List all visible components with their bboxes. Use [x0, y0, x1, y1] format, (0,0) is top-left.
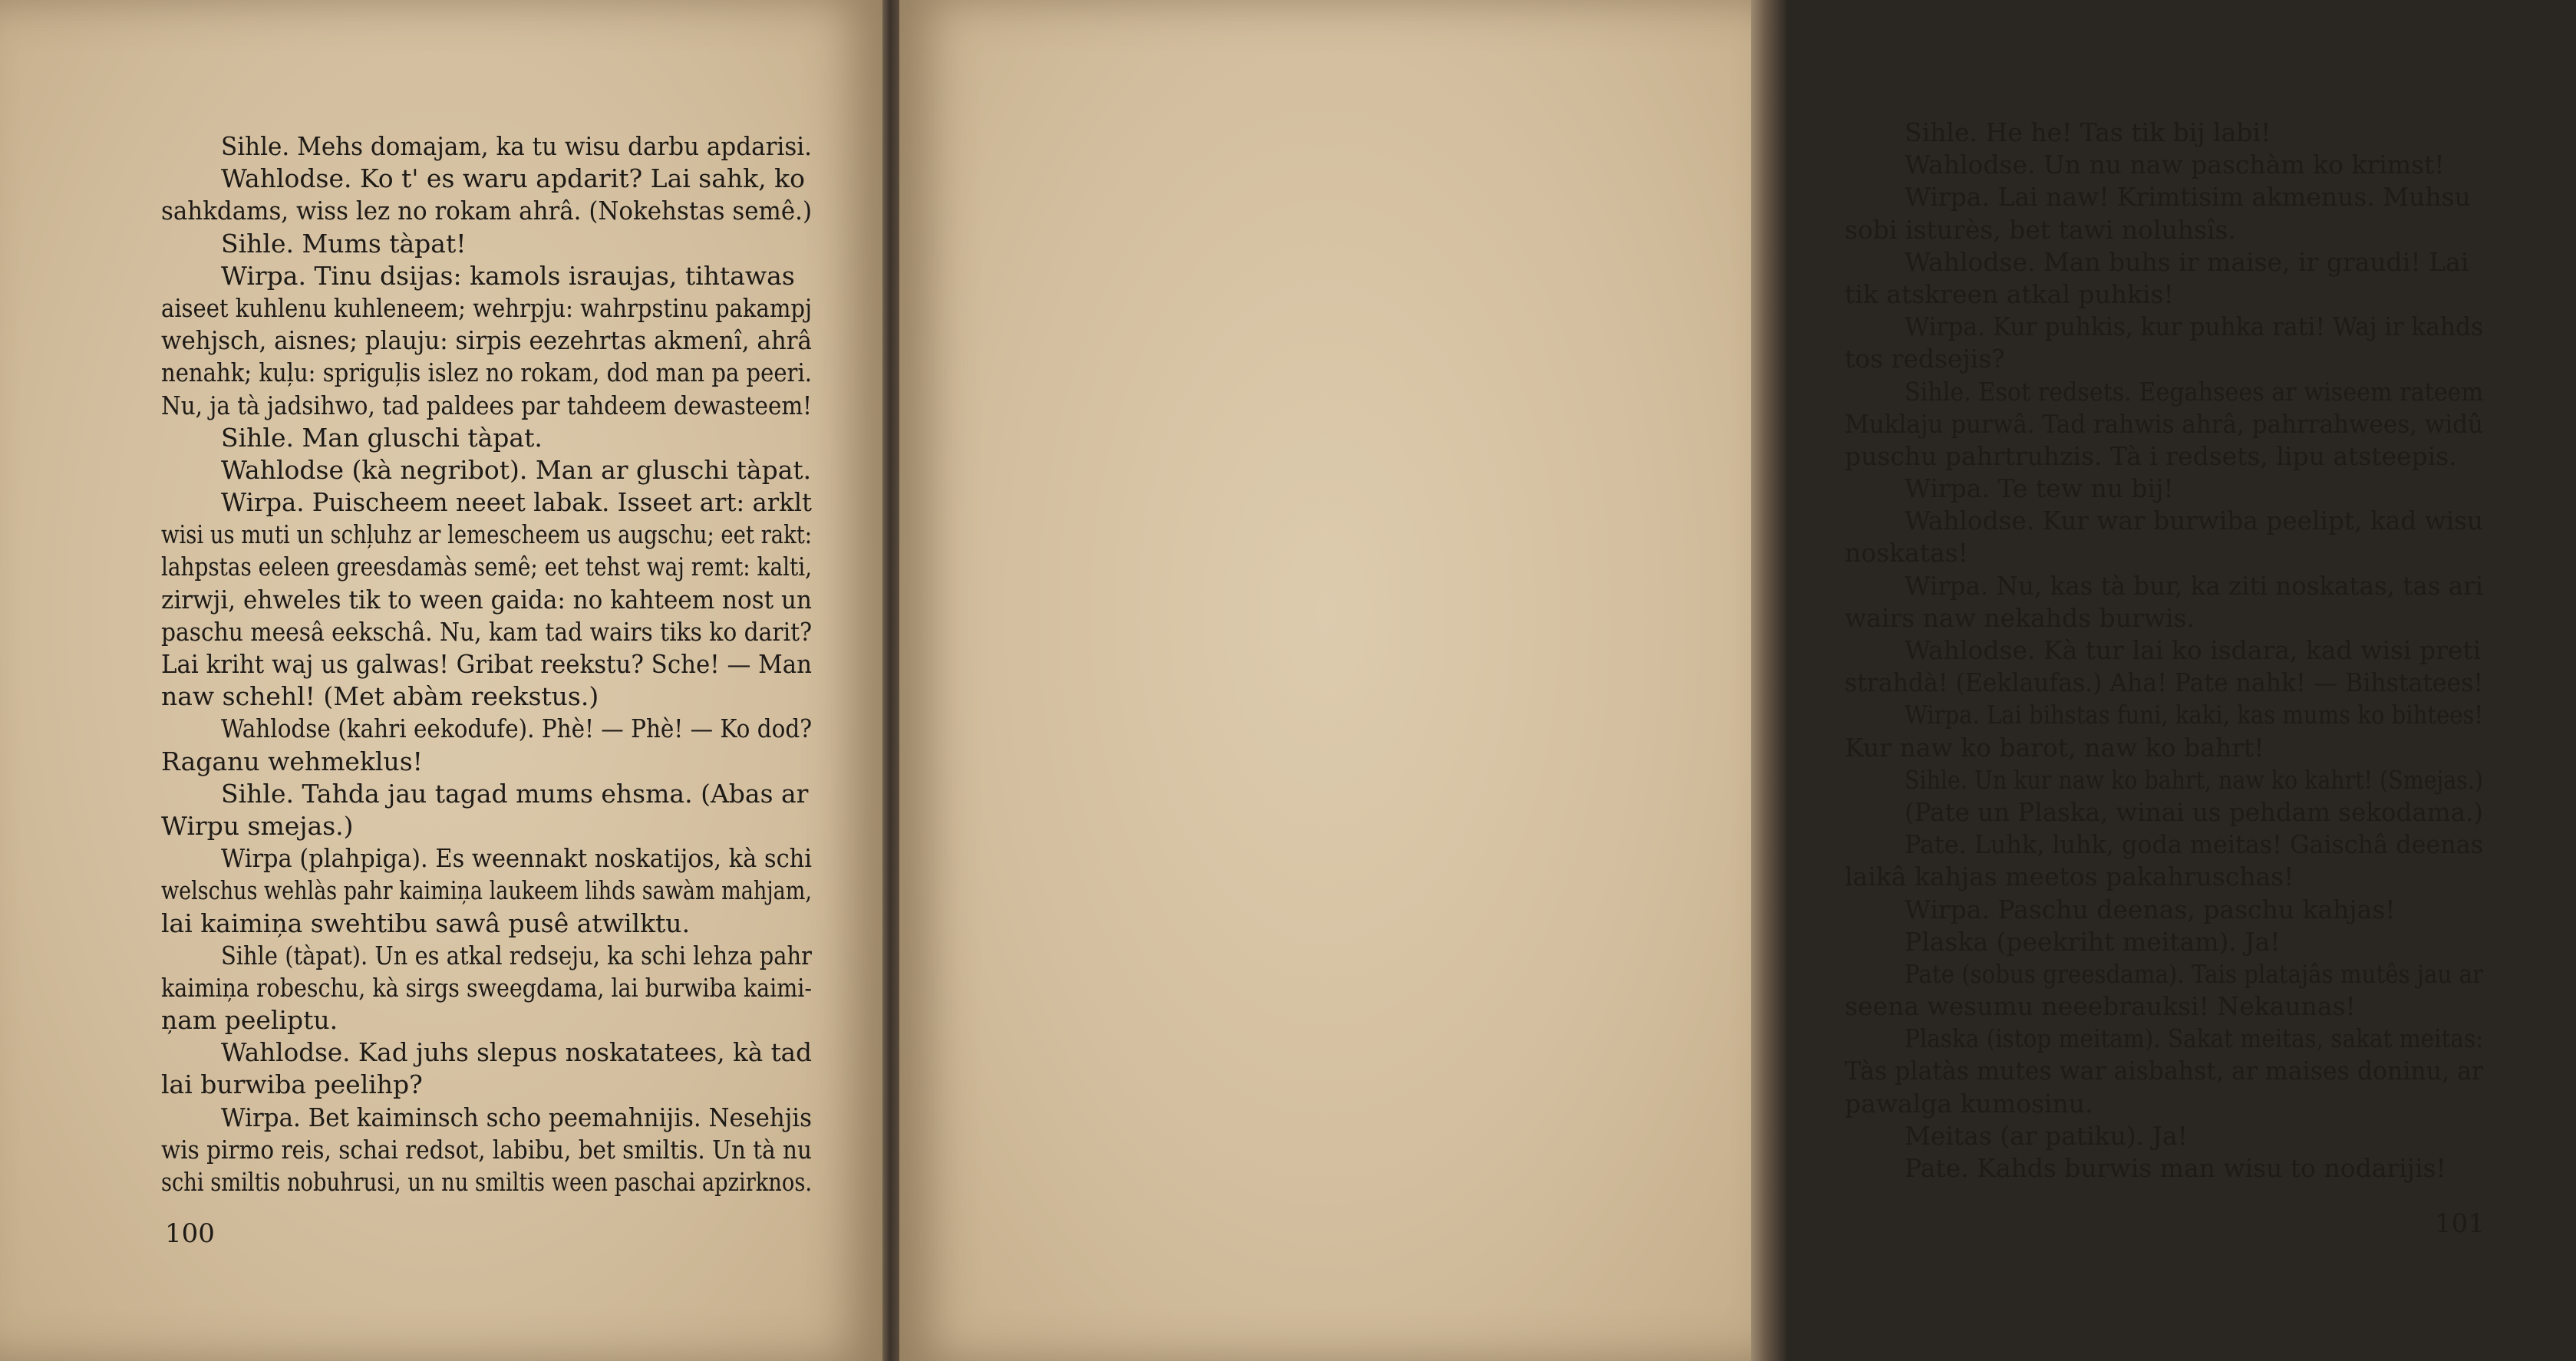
text-line: Muklaju purwâ. Tad rahwis ahrâ, pahrrahwees, widû: [1845, 408, 2483, 439]
text-line: Sihle. Esot redsets. Eegahsees ar wiseem rateem: [1905, 376, 2483, 407]
text-line: noskatas!: [1845, 538, 1968, 568]
right-page-text: [1845, 117, 2483, 1185]
text-line: ņam peeliptu.: [161, 1005, 338, 1036]
text-line: wehjsch, aisnes; plauju: sirpis eezehrtas akmenî, ahrâ: [161, 325, 812, 356]
text-line: Kur naw ko barot, naw ko bahrt!: [1845, 732, 2264, 763]
text-line: Sihle. Tahda jau tagad mums ehsma. (Abas ar: [221, 778, 809, 809]
text-line: Sihle. He he! Tas tik bij labi!: [1905, 117, 2271, 147]
text-line: wairs naw nekahds burwis.: [1845, 602, 2195, 633]
text-line: Wirpa (plahpiga). Es weennakt noskatijos, kà schi: [221, 843, 812, 874]
text-line: Plaska (peekriht meitam). Ja!: [1905, 926, 2281, 957]
text-line: Plaska (istop meitam). Sakat meitas, sakat meitas:: [1905, 1023, 2483, 1054]
right-page: [899, 0, 2485, 1361]
left-page-number: 100: [165, 1218, 215, 1249]
text-line: Wahlodse (kahri eekodufe). Phè! — Phè! — Ko dod?: [221, 713, 812, 744]
text-line: Sihle. Man gluschi tàpat.: [221, 422, 543, 453]
text-line: zirwji, ehweles tik to ween gaida: no kahteem nost un: [161, 584, 812, 615]
right-page-number: 101: [2435, 1208, 2485, 1239]
text-line: laikâ kahjas meetos pakahruschas!: [1845, 862, 2294, 892]
text-line: Wirpa. Lai naw! Krimtisim akmenus. Muhsu: [1905, 182, 2471, 213]
text-line: paschu meesâ eekschâ. Nu, kam tad wairs tiks ko darit?: [161, 616, 812, 647]
text-line: pawalga kumosinu.: [1845, 1088, 2093, 1119]
text-line: Sihle. Mums tàpat!: [221, 228, 467, 259]
text-line: Wahlodse. Kur war burwiba peelipt, kad wisu: [1905, 506, 2483, 536]
text-line: Nu, ja tà jadsihwo, tad paldees par tahdeem dewasteem!: [161, 390, 812, 420]
left-page-text: [161, 130, 812, 1198]
text-line: Wahlodse. Man buhs ir maise, ir graudi! Lai: [1905, 246, 2469, 277]
text-line: seena wesumu neeebrauksi! Nekaunas!: [1845, 991, 2356, 1022]
text-line: Wahlodse (kà negribot). Man ar gluschi tàpat.: [221, 454, 812, 485]
text-line: lai kaimiņa swehtibu sawâ pusê atwilktu.: [161, 908, 691, 938]
text-line: Wirpa. Puischeem neeet labak. Isseet art: arklt: [221, 487, 812, 518]
text-line: sobi isturès, bet tawi noluhsîs.: [1845, 214, 2236, 245]
text-line: Wirpu smejas.): [161, 810, 354, 841]
text-line: nenahk; kuļu: spriguļis islez no rokam, dod man pa peeri.: [161, 358, 812, 388]
book-gutter: [882, 0, 899, 1361]
text-line: Tàs platàs mutes war aisbahst, ar maises doninu, ar: [1845, 1056, 2483, 1086]
left-page: [0, 0, 882, 1361]
text-line: sahkdams, wiss lez no rokam ahrâ. (Nokehstas semê.): [161, 196, 812, 226]
text-line: (Pate un Plaska, winai us pehdam sekodama.): [1905, 796, 2483, 827]
text-line: strahdà! (Eeklaufas.) Aha! Pate nahk! — Bihstatees!: [1845, 667, 2483, 698]
text-line: wis pirmo reis, schai redsot, labibu, bet smiltis. Un tà nu: [161, 1134, 812, 1165]
text-line: kaimiņa robeschu, kà sirgs sweegdama, lai burwiba kaimi-: [161, 972, 812, 1003]
text-line: Meitas (ar patiku). Ja!: [1905, 1120, 2188, 1151]
text-line: Lai kriht waj us galwas! Gribat reekstu? Sche! — Man: [161, 649, 812, 679]
text-line: aiseet kuhlenu kuhleneem; wehrpju: wahrpstinu pakampj: [161, 292, 812, 323]
text-line: Wirpa. Te tew nu bij!: [1905, 473, 2174, 504]
text-line: Wirpa. Paschu deenas, paschu kahjas!: [1905, 894, 2396, 924]
text-line: schi smiltis nobuhrusi, un nu smiltis ween paschai apzirknos.: [161, 1167, 812, 1197]
text-line: welschus wehlàs pahr kaimiņa laukeem lihds sawàm mahjam,: [161, 875, 812, 906]
text-line: Sihle. Un kur naw ko bahrt, naw ko kahrt! (Smejas.): [1905, 764, 2483, 795]
text-line: lai burwiba peelihp?: [161, 1069, 423, 1100]
text-line: Pate (sobus greesdama). Tais platajâs mutês jau ar: [1905, 958, 2483, 989]
text-line: Wahlodse. Ko t' es waru apdarit? Lai sahk, ko: [221, 163, 806, 194]
text-line: naw schehl! (Met abàm reekstus.): [161, 681, 599, 712]
text-line: Pate. Kahds burwis man wisu to nodarijis!: [1905, 1153, 2446, 1183]
text-line: Sihle. Mehs domajam, ka tu wisu darbu apdarisi.: [221, 131, 812, 161]
text-line: tik atskreen atkal puhkis!: [1845, 278, 2174, 309]
text-line: Wahlodse. Kad juhs slepus noskatatees, kà tad: [221, 1037, 812, 1068]
text-line: Wirpa. Lai bihstas funi, kaki, kas mums ko bihtees!: [1905, 700, 2483, 730]
text-line: Raganu wehmeklus!: [161, 746, 423, 776]
text-line: Wirpa. Tinu dsijas: kamols israujas, tihtawas: [221, 260, 795, 291]
text-line: Wahlodse. Un nu naw paschàm ko krimst!: [1905, 150, 2445, 180]
text-line: lahpstas eeleen greesdamàs semê; eet tehst waj remt: kalti,: [161, 552, 812, 582]
text-line: Sihle (tàpat). Un es atkal redseju, ka schi lehza pahr: [221, 940, 812, 970]
text-line: wisi us muti un schļuhz ar lemescheem us augschu; eet rakt:: [161, 519, 812, 550]
text-line: Pate. Luhk, luhk, goda meitas! Gaischâ deenas: [1905, 829, 2483, 860]
book-right-edge: [1751, 0, 1786, 1361]
text-line: Wirpa. Kur puhkis, kur puhka rati! Waj ir kahds: [1905, 311, 2483, 342]
text-line: Wirpa. Nu, kas tà bur, ka ziti noskatas, tas ari: [1905, 570, 2483, 601]
text-line: Wirpa. Bet kaiminsch scho peemahnijis. Nesehjis: [221, 1102, 812, 1132]
text-line: tos redsejis?: [1845, 344, 2005, 374]
text-line: puschu pahrtruhzis. Tà i redsets, lipu atsteepis.: [1845, 440, 2457, 471]
text-line: Wahlodse. Kà tur lai ko isdara, kad wisi preti: [1905, 635, 2482, 665]
